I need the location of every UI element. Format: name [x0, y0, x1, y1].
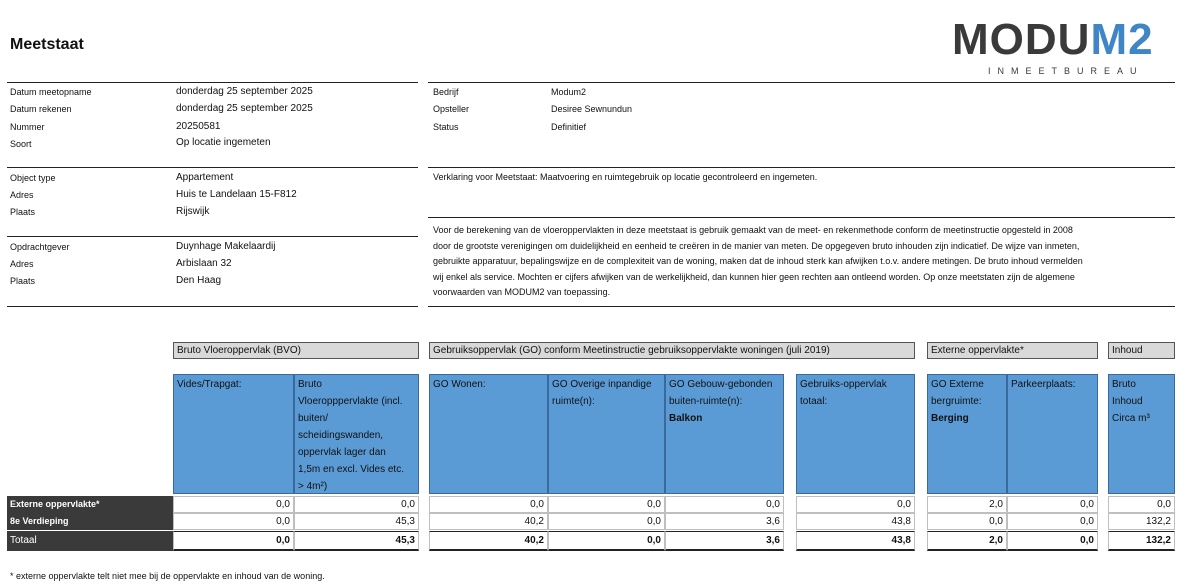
value-cell: 2,0 — [989, 499, 1003, 510]
value-cell: 0,0 — [989, 516, 1003, 527]
info-label: Adres — [10, 190, 34, 200]
info-value: Duynhage Makelaardij — [176, 241, 276, 252]
value-cell: 2,0 — [989, 535, 1003, 546]
value-cell: 0,0 — [1080, 499, 1094, 510]
value-cell: 0,0 — [897, 499, 911, 510]
value-cell: 45,3 — [395, 516, 415, 527]
info-label: Opdrachtgever — [10, 242, 70, 252]
value-cell: 0,0 — [276, 516, 290, 527]
divider — [428, 217, 1175, 218]
paragraph-line: gebruikte apparatuur, bepalingswijze en de complexiteit van de woning, maken dat de inhoud sterk kan afwijken t.o.v. andere metingen. De bruto inhoud vermelden — [433, 256, 1083, 266]
info-value: Den Haag — [176, 275, 222, 286]
value-cell: 0,0 — [276, 535, 290, 546]
paragraph-line: voorwaarden van MODUM2 van toepassing. — [433, 287, 611, 297]
info-label: Object type — [10, 173, 56, 183]
info-value: Definitief — [551, 122, 587, 132]
col-header-bvo: Bruto Vloeropppervlakte (incl. buiten/ scheidingswanden, oppervlak lager dan 1,5m en excl. Vides etc. > 4m²) — [294, 374, 419, 494]
info-label: Opsteller — [433, 104, 470, 114]
value-cell: 3,6 — [766, 535, 780, 546]
logo-subtitle: INMEETBUREAU — [988, 66, 1144, 76]
info-label: Adres — [10, 259, 34, 269]
divider — [428, 82, 1175, 83]
info-label: Plaats — [10, 207, 36, 217]
group-header-inhoud: Inhoud — [1108, 342, 1175, 359]
value-cell: 0,0 — [766, 499, 780, 510]
divider — [7, 82, 418, 83]
value-cell: 0,0 — [1080, 535, 1094, 546]
value-cell: 132,2 — [1145, 516, 1171, 527]
info-value: donderdag 25 september 2025 — [176, 103, 313, 114]
divider — [7, 236, 418, 237]
col-header-go-totaal: Gebruiks-oppervlak totaal: — [796, 374, 915, 494]
value-cell: 43,8 — [891, 516, 911, 527]
info-value: Huis te Landelaan 15-F812 — [176, 189, 297, 200]
divider — [7, 167, 418, 168]
value-cell: 43,8 — [891, 535, 911, 546]
row-label: 8e Verdieping — [7, 513, 173, 530]
info-label: Datum rekenen — [10, 104, 72, 114]
value-cell: 0,0 — [647, 535, 661, 546]
footnote: * externe oppervlakte telt niet mee bij de oppervlakte en inhoud van de woning. — [10, 571, 325, 581]
value-cell: 0,0 — [401, 499, 415, 510]
info-value: Appartement — [176, 172, 234, 183]
info-label: Nummer — [10, 122, 45, 132]
value-cell: 0,0 — [1157, 499, 1171, 510]
info-label: Status — [433, 122, 459, 132]
row-label: Totaal — [7, 531, 173, 551]
value-cell: 0,0 — [1080, 516, 1094, 527]
value-cell: 3,6 — [766, 516, 780, 527]
row-label: Externe oppervlakte* — [7, 496, 173, 513]
col-header-go-buiten: GO Gebouw-gebonden buiten-ruimte(n): Balkon — [665, 374, 784, 494]
verklaring-text: Verklaring voor Meetstaat: Maatvoering en ruimtegebruik op locatie gecontroleerd en ingemeten. — [433, 172, 818, 182]
info-label: Datum meetopname — [10, 87, 92, 97]
paragraph-line: Voor de berekening van de vloeroppervlakten in deze meetstaat is gebruik gemaakt van de meet- en rekenmethode conform de meetinstructie opgesteld in 2008 — [433, 225, 1073, 235]
value-cell: 40,2 — [524, 516, 544, 527]
value-cell: 0,0 — [530, 499, 544, 510]
info-label: Plaats — [10, 276, 36, 286]
disclaimer-paragraph — [433, 223, 1168, 301]
divider — [428, 167, 1175, 168]
value-cell: 0,0 — [647, 499, 661, 510]
modum2-logo — [952, 16, 1152, 80]
page-title: Meetstaat — [10, 36, 84, 53]
logo-wordmark: MODUM2 — [952, 15, 1154, 64]
info-value: 20250581 — [176, 121, 221, 132]
info-value: Modum2 — [551, 87, 587, 97]
group-header-extern: Externe oppervlakte* — [927, 342, 1098, 359]
paragraph-line: wij enkel als service. Mochten er cijfers afwijken van de werkelijkheid, dan kunnen hier geen rechten aan ontleend worden. Op onze meetstaten zijn de algemene — [433, 271, 1075, 282]
col-header-vides: Vides/Trapgat: — [173, 374, 294, 494]
col-header-go-wonen: GO Wonen: — [429, 374, 548, 494]
paragraph-line: door de grootste verenigingen om duidelijkheid en eenheid te creëren in de manier van meten. De opgegeven bruto inhouden zijn indicatief. De wijze van inmeten, — [433, 240, 1080, 251]
divider — [7, 306, 418, 307]
value-cell: 0,0 — [276, 499, 290, 510]
info-value: Arbislaan 32 — [176, 258, 232, 269]
value-cell: 0,0 — [647, 516, 661, 527]
col-header-go-extern: GO Externe bergruimte: Berging — [927, 374, 1007, 494]
info-value: Rijswijk — [176, 206, 210, 217]
info-value: Op locatie ingemeten — [176, 137, 271, 148]
col-header-inhoud: Bruto Inhoud Circa m³ — [1108, 374, 1175, 494]
value-cell: 40,2 — [524, 535, 544, 546]
group-header-go: Gebruiksoppervlak (GO) conform Meetinstructie gebruiksoppervlakte woningen (juli 2019) — [429, 342, 915, 359]
value-cell: 45,3 — [395, 535, 415, 546]
group-header-bvo: Bruto Vloeroppervlak (BVO) — [173, 342, 419, 359]
info-value: donderdag 25 september 2025 — [176, 86, 313, 97]
col-header-parkeer: Parkeerplaats: — [1007, 374, 1098, 494]
value-cell: 132,2 — [1145, 535, 1171, 546]
divider — [428, 306, 1175, 307]
info-label: Soort — [10, 139, 32, 149]
col-header-go-overig: GO Overige inpandige ruimte(n): — [548, 374, 665, 494]
info-label: Bedrijf — [433, 87, 459, 97]
info-value: Desiree Sewnundun — [551, 104, 633, 114]
